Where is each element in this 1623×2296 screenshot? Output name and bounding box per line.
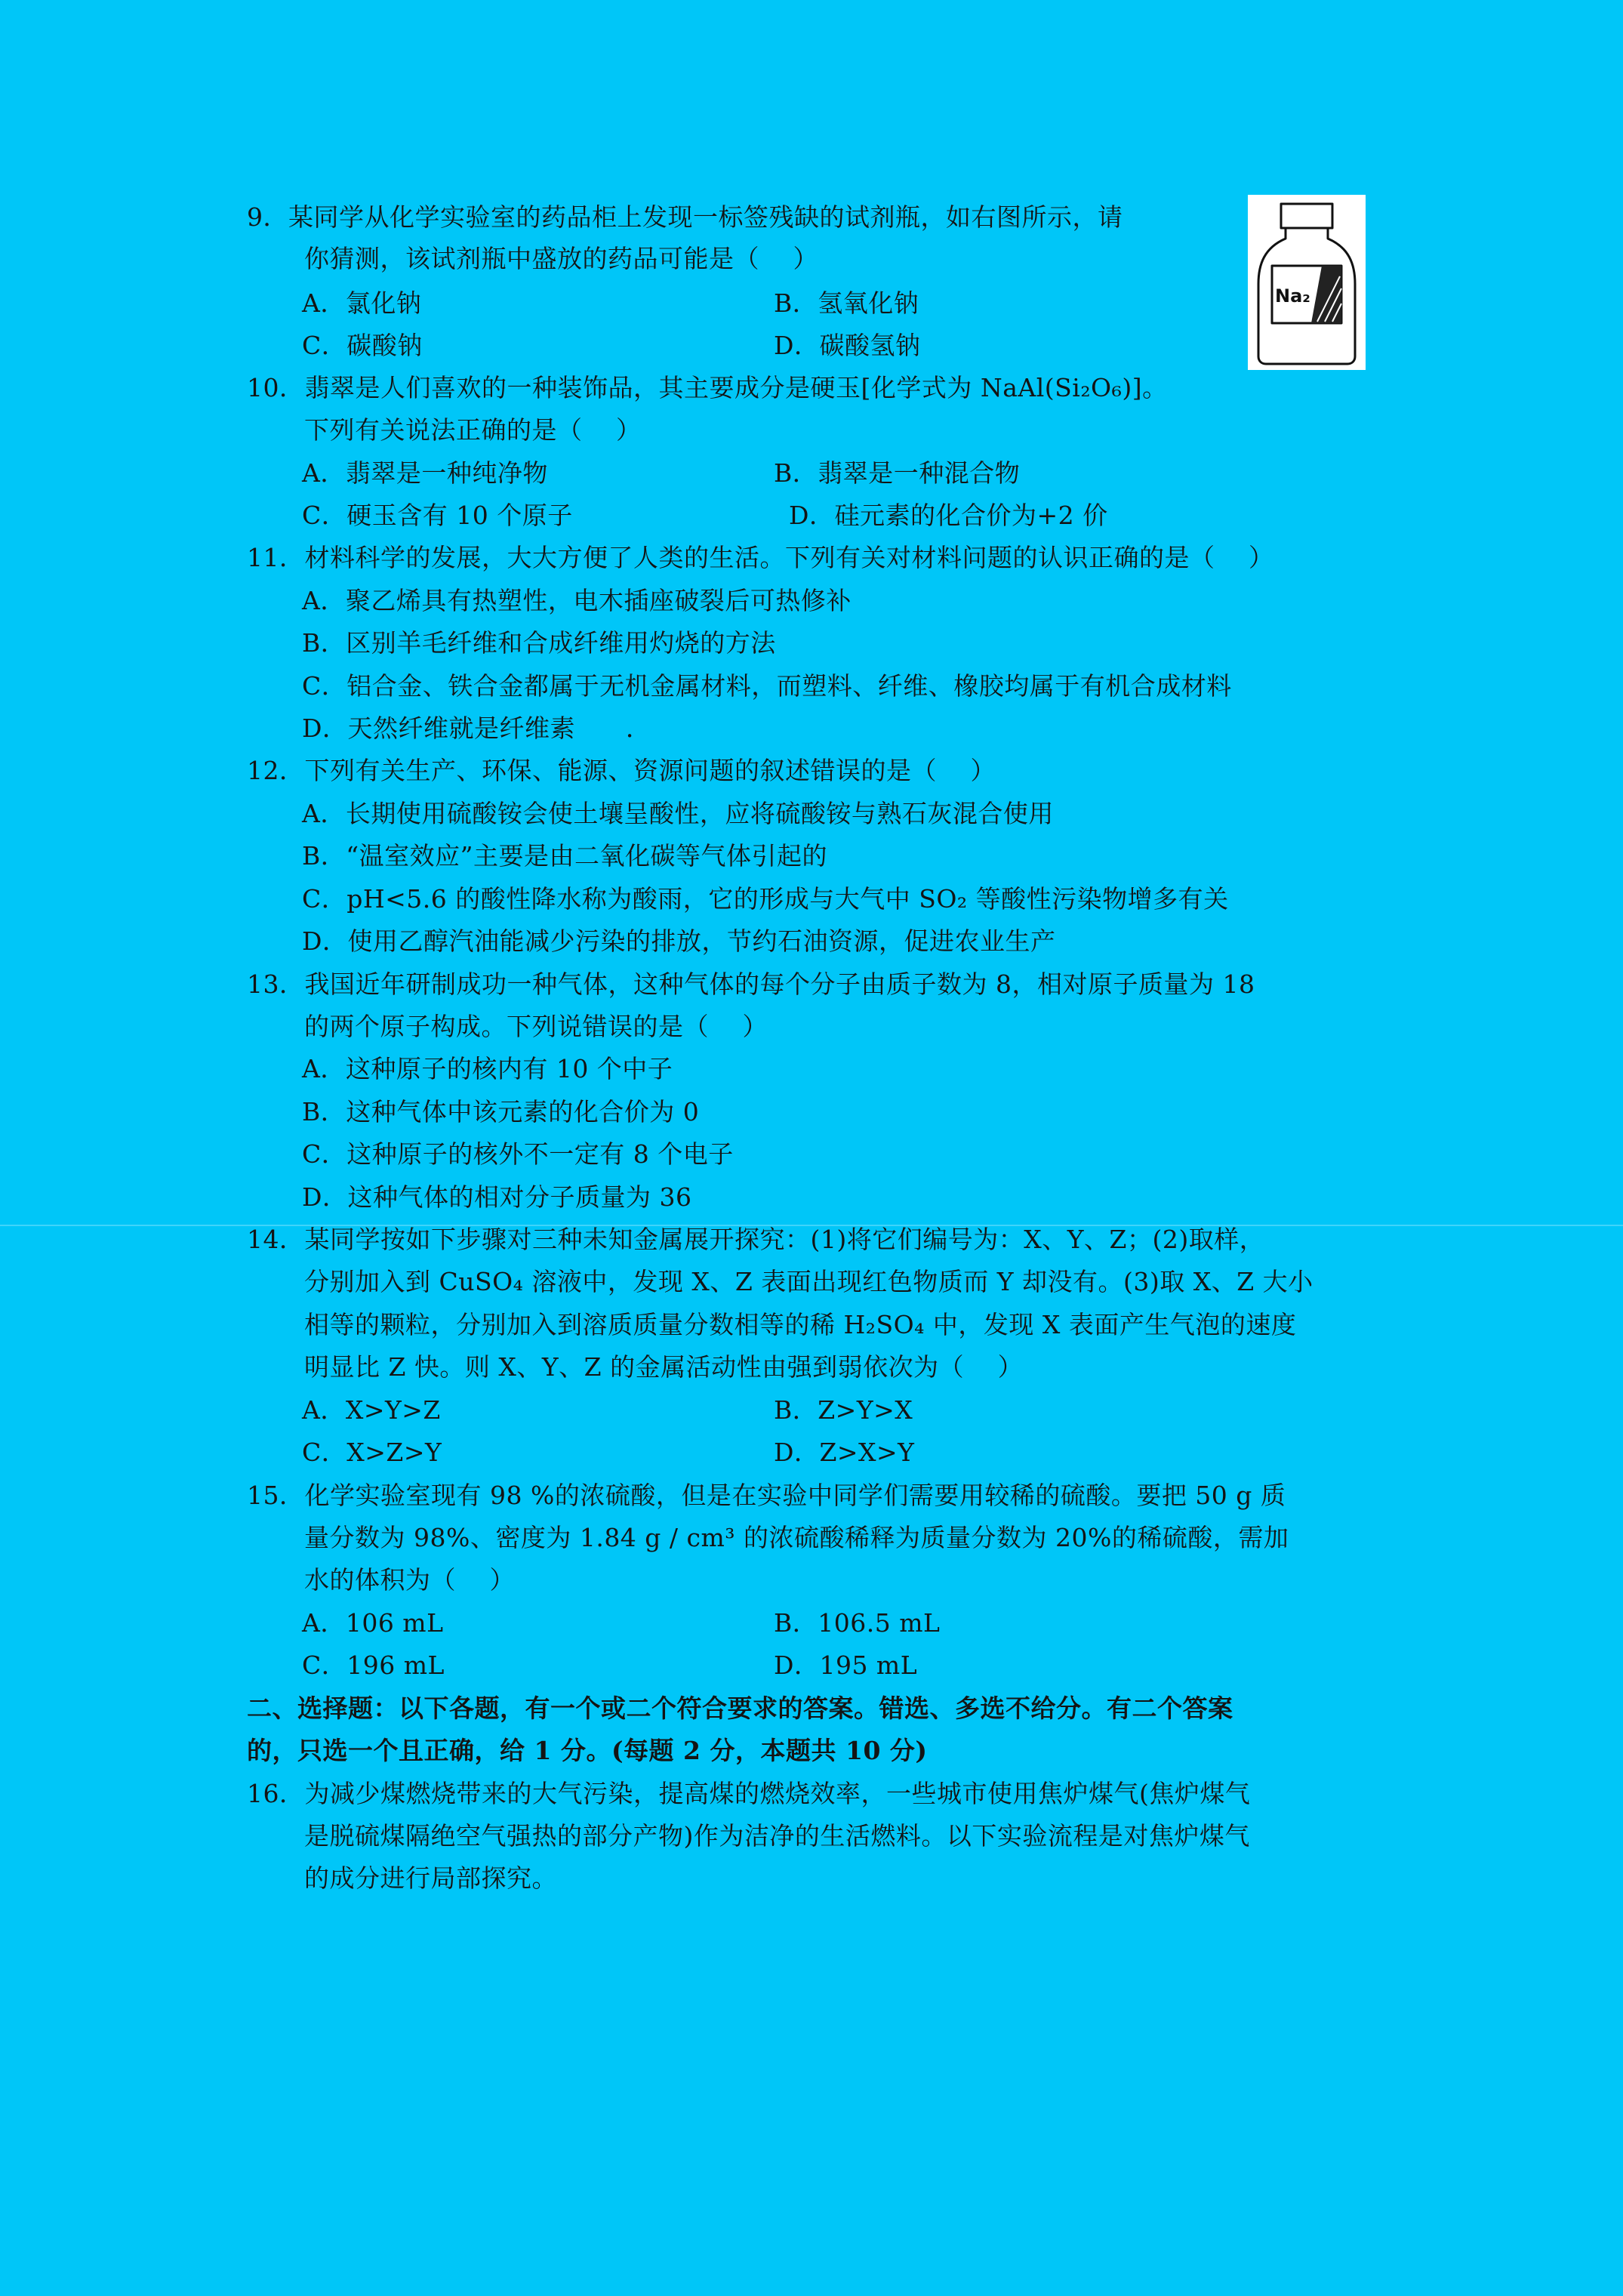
- q9-option-a: A．氯化钠: [302, 288, 422, 318]
- q13-option-d: D．这种气体的相对分子质量为 36: [302, 1182, 692, 1212]
- q9-line-2: 你猜测，该试剂瓶中盛放的药品可能是（ ）: [304, 244, 818, 273]
- q14-option-c: C．X>Z>Y: [302, 1438, 442, 1467]
- q10-option-d: D．硅元素的化合价为+2 价: [789, 501, 1108, 530]
- q10-option-a: A．翡翠是一种纯净物: [302, 458, 548, 488]
- section2-heading-line-2: 的，只选一个且正确，给 1 分。(每题 2 分，本题共 10 分): [247, 1736, 928, 1765]
- q15-line-3: 水的体积为（ ）: [304, 1565, 515, 1595]
- q10-option-b: B．翡翠是一种混合物: [774, 458, 1021, 488]
- q15-option-b: B．106.5 mL: [774, 1608, 941, 1638]
- q14-option-b: B．Z>Y>X: [774, 1395, 913, 1425]
- q16-line-3: 的成分进行局部探究。: [304, 1863, 557, 1893]
- q13-option-c: C．这种原子的核外不一定有 8 个电子: [302, 1139, 734, 1169]
- q11-option-a: A．聚乙烯具有热塑性，电木插座破裂后可热修补: [302, 586, 852, 615]
- q12-option-a: A．长期使用硫酸铵会使土壤呈酸性，应将硫酸铵与熟石灰混合使用: [302, 799, 1054, 828]
- q14-line-3: 相等的颗粒，分别加入到溶质质量分数相等的稀 H₂SO₄ 中，发现 X 表面产生气泡的速度: [304, 1310, 1297, 1339]
- q13-option-b: B．这种气体中该元素的化合价为 0: [302, 1097, 700, 1126]
- q9-option-c: C．碳酸钠: [302, 331, 423, 360]
- q14-option-a: A．X>Y>Z: [302, 1395, 441, 1425]
- q9-option-d: D．碳酸氢钠: [774, 331, 921, 360]
- q15-line-2: 量分数为 98%、密度为 1.84 g / cm³ 的浓硫酸稀释为质量分数为 20%的稀硫酸，需加: [304, 1523, 1289, 1552]
- q12-option-b: B．“温室效应”主要是由二氧化碳等气体引起的: [302, 841, 827, 871]
- bottle-label-text: Na₂: [1275, 285, 1310, 307]
- q10-line-1: 10．翡翠是人们喜欢的一种装饰品，其主要成分是硬玉[化学式为 NaAl(Si₂O₆)]。: [247, 373, 1168, 402]
- reagent-bottle-icon: [1248, 195, 1366, 370]
- q16-line-2: 是脱硫煤隔绝空气强热的部分产物)作为洁净的生活燃料。以下实验流程是对焦炉煤气: [304, 1821, 1250, 1851]
- q13-line-1: 13．我国近年研制成功一种气体，这种气体的每个分子由质子数为 8，相对原子质量为 18: [247, 969, 1255, 999]
- q10-line-2: 下列有关说法正确的是（ ）: [304, 415, 642, 445]
- q14-line-1: 14．某同学按如下步骤对三种未知金属展开探究：(1)将它们编号为：X、Y、Z；(2)取样，: [247, 1225, 1265, 1254]
- q11-line-1: 11．材料科学的发展，大大方便了人类的生活。下列有关对材料问题的认识正确的是（ ）: [247, 543, 1274, 572]
- q12-line-1: 12．下列有关生产、环保、能源、资源问题的叙述错误的是（ ）: [247, 756, 996, 785]
- q16-line-1: 16．为减少煤燃烧带来的大气污染，提高煤的燃烧效率，一些城市使用焦炉煤气(焦炉煤气: [247, 1779, 1251, 1808]
- q12-option-d: D．使用乙醇汽油能减少污染的排放，节约石油资源，促进农业生产: [302, 926, 1056, 956]
- q10-option-c: C．硬玉含有 10 个原子: [302, 501, 573, 530]
- q11-option-d: D．天然纤维就是纤维素 ．: [302, 713, 651, 743]
- q15-option-a: A．106 mL: [302, 1608, 444, 1638]
- section2-heading-line-1: 二、选择题：以下各题，有一个或二个符合要求的答案。错选、多选不给分。有二个答案: [247, 1693, 1233, 1723]
- q13-option-a: A．这种原子的核内有 10 个中子: [302, 1054, 673, 1083]
- q15-option-d: D．195 mL: [774, 1650, 918, 1680]
- q9-line-1: 9．某同学从化学实验室的药品柜上发现一标签残缺的试剂瓶，如右图所示，请: [247, 202, 1123, 232]
- reagent-bottle-image: [1248, 195, 1366, 370]
- q14-option-d: D．Z>X>Y: [774, 1438, 915, 1467]
- q15-line-1: 15．化学实验室现有 98 %的浓硫酸，但是在实验中同学们需要用较稀的硫酸。要把 50 g 质: [247, 1481, 1286, 1510]
- q14-line-2: 分别加入到 CuSO₄ 溶液中，发现 X、Z 表面出现红色物质而 Y 却没有。(3)取 X、Z 大小: [304, 1267, 1313, 1296]
- q14-line-4: 明显比 Z 快。则 X、Y、Z 的金属活动性由强到弱依次为（ ）: [304, 1352, 1024, 1382]
- q11-option-b: B．区别羊毛纤维和合成纤维用灼烧的方法: [302, 628, 776, 658]
- q13-line-2: 的两个原子构成。下列说错误的是（ ）: [304, 1012, 768, 1041]
- q12-option-c: C．pH<5.6 的酸性降水称为酸雨，它的形成与大气中 SO₂ 等酸性污染物增多有关: [302, 884, 1229, 914]
- q11-option-c: C．铝合金、铁合金都属于无机金属材料，而塑料、纤维、橡胶均属于有机合成材料: [302, 671, 1232, 701]
- q9-option-b: B．氢氧化钠: [774, 288, 919, 318]
- q15-option-c: C．196 mL: [302, 1650, 445, 1680]
